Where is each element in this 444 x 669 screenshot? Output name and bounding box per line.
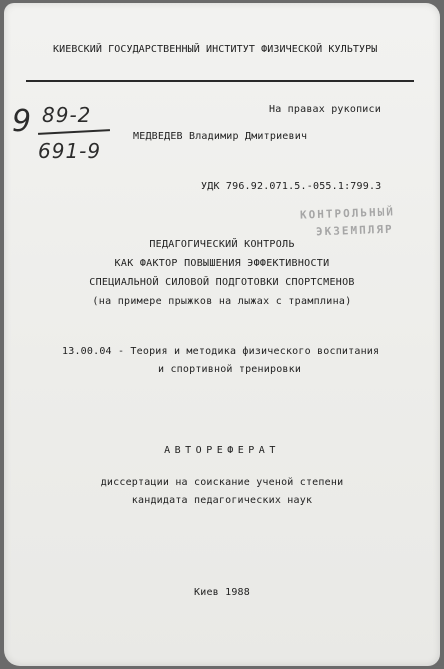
control-stamp-line1: КОНТРОЛЬНЫЙ bbox=[299, 205, 396, 222]
institute-name: КИЕВСКИЙ ГОСУДАРСТВЕННЫЙ ИНСТИТУТ ФИЗИЧЕСКОЙ КУЛЬТУРЫ bbox=[53, 44, 378, 55]
handwritten-prefix: 9 bbox=[12, 104, 32, 139]
handwritten-denominator: 691-9 bbox=[38, 139, 102, 163]
title-line-1: ПЕДАГОГИЧЕСКИЙ КОНТРОЛЬ bbox=[149, 239, 295, 250]
city-year: Киев 1988 bbox=[194, 587, 250, 598]
header-rule bbox=[26, 80, 414, 82]
specialty-line-2: и спортивной тренировки bbox=[158, 364, 302, 375]
dissertation-line-1: диссертации на соискание ученой степени bbox=[100, 477, 344, 488]
udk-code: УДК 796.92.071.5.-055.1:799.3 bbox=[201, 181, 382, 192]
abstract-heading: АВТОРЕФЕРАТ bbox=[164, 445, 280, 456]
specialty-line-1: 13.00.04 - Теория и методика физического воспитания bbox=[62, 346, 380, 357]
title-line-3: СПЕЦИАЛЬНОЙ СИЛОВОЙ ПОДГОТОВКИ СПОРТСМЕНОВ bbox=[89, 277, 355, 288]
handwritten-numerator: 89-2 bbox=[42, 103, 92, 127]
author-name: МЕДВЕДЕВ Владимир Дмитриевич bbox=[133, 131, 308, 142]
control-stamp-line2: ЭКЗЕМПЛЯР bbox=[315, 222, 394, 239]
subtitle: (на примере прыжков на лыжах с трамплина) bbox=[92, 296, 352, 307]
dissertation-line-2: кандидата педагогических наук bbox=[131, 495, 313, 506]
rights-note: На правах рукописи bbox=[269, 104, 381, 115]
title-line-2: КАК ФАКТОР ПОВЫШЕНИЯ ЭФФЕКТИВНОСТИ bbox=[114, 258, 330, 269]
